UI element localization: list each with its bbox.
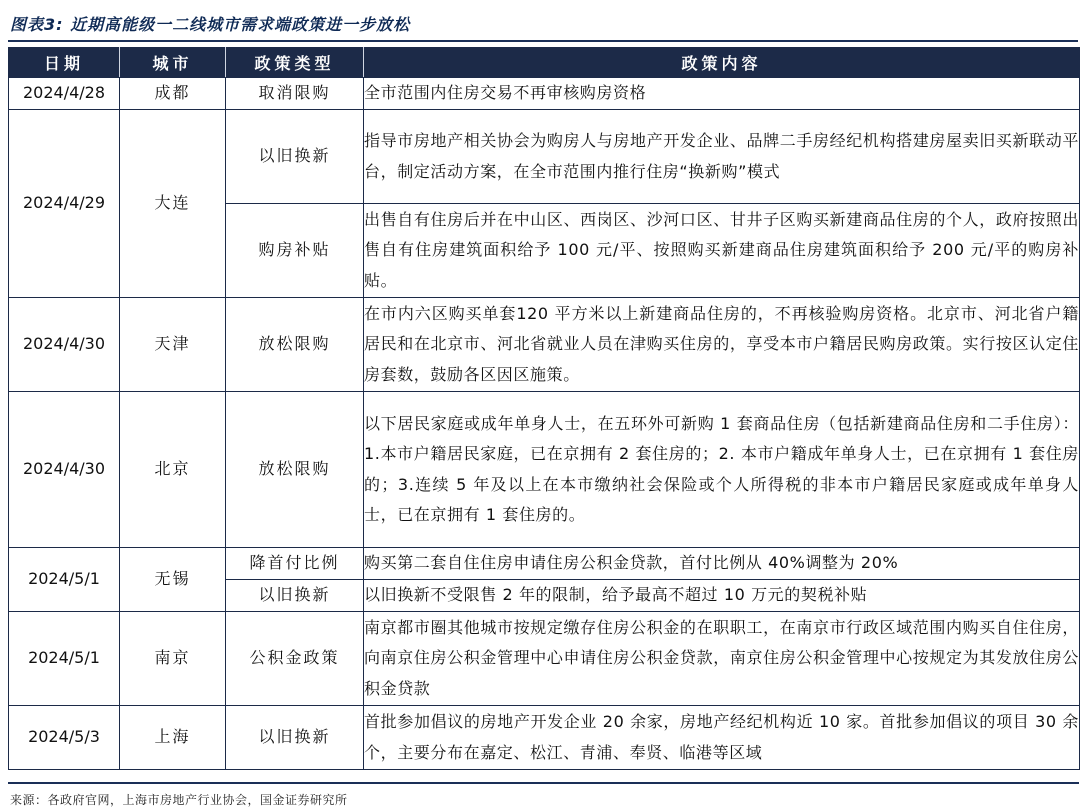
table-row — [9, 78, 1080, 110]
row-city: 成都 — [120, 78, 226, 110]
source-footer — [8, 782, 1079, 807]
row-policy-content: 首批参加倡议的房地产开发企业 20 余家，房地产经纪机构近 10 家。首批参加倡议的项目 30 余个，主要分布在嘉定、松江、青浦、奉贤、临港等区域 — [364, 706, 1080, 770]
row-policy-content: 南京都市圈其他城市按规定缴存住房公积金的在职职工，在南京市行政区域范围内购买自住住房，向南京住房公积金管理中心申请住房公积金贷款，南京住房公积金管理中心按规定为其发放住房公积金贷款 — [364, 612, 1080, 706]
row-date: 2024/4/30 — [9, 298, 120, 392]
header-date: 日期 — [9, 48, 120, 78]
header-city: 城市 — [120, 48, 226, 78]
row-date: 2024/5/3 — [9, 706, 120, 770]
figure-title: 图表3: 近期高能级一二线城市需求端政策进一步放松 — [10, 15, 411, 34]
row-date: 2024/4/29 — [9, 110, 120, 298]
row-policy-type: 购房补贴 — [226, 204, 364, 298]
row-date: 2024/5/1 — [9, 612, 120, 706]
table-row — [9, 548, 1080, 580]
row-policy-content: 全市范围内住房交易不再审核购房资格 — [364, 78, 1080, 110]
row-city: 北京 — [120, 392, 226, 548]
row-city: 南京 — [120, 612, 226, 706]
row-policy-content: 出售自有住房后并在中山区、西岗区、沙河口区、甘井子区购买新建商品住房的个人，政府按照出售自有住房建筑面积给予 100 元/平、按照购买新建商品住房建筑面积给予 200 元/平的购房补贴。 — [364, 204, 1080, 298]
policy-table — [8, 47, 1080, 770]
row-policy-type: 公积金政策 — [226, 612, 364, 706]
row-policy-type: 以旧换新 — [226, 706, 364, 770]
row-date: 2024/4/30 — [9, 392, 120, 548]
row-date: 2024/5/1 — [9, 548, 120, 612]
row-policy-type: 以旧换新 — [226, 110, 364, 204]
row-date: 2024/4/28 — [9, 78, 120, 110]
row-city: 大连 — [120, 110, 226, 298]
row-policy-content: 以旧换新不受限售 2 年的限制，给予最高不超过 10 万元的契税补贴 — [364, 580, 1080, 612]
row-policy-content: 指导市房地产相关协会为购房人与房地产开发企业、品牌二手房经纪机构搭建房屋卖旧买新联动平台，制定活动方案，在全市范围内推行住房“换新购”模式 — [364, 110, 1080, 204]
row-policy-type: 放松限购 — [226, 392, 364, 548]
header-policy-type: 政策类型 — [226, 48, 364, 78]
row-policy-type: 以旧换新 — [226, 580, 364, 612]
row-policy-type: 放松限购 — [226, 298, 364, 392]
row-city: 上海 — [120, 706, 226, 770]
row-policy-content: 购买第二套自住住房申请住房公积金贷款，首付比例从 40%调整为 20% — [364, 548, 1080, 580]
table-header-row — [9, 48, 1080, 78]
row-city: 无锡 — [120, 548, 226, 612]
source-note: 来源：各政府官网，上海市房地产行业协会，国金证券研究所 — [10, 793, 348, 807]
table-row — [9, 612, 1080, 706]
table-row — [9, 298, 1080, 392]
table-row — [9, 392, 1080, 548]
table-row — [9, 706, 1080, 770]
row-policy-type: 降首付比例 — [226, 548, 364, 580]
header-policy-content: 政策内容 — [364, 48, 1080, 78]
title-divider — [8, 40, 1078, 42]
row-policy-type: 取消限购 — [226, 78, 364, 110]
table-row — [9, 110, 1080, 204]
row-policy-content: 在市内六区购买单套120 平方米以上新建商品住房的，不再核验购房资格。北京市、河北省户籍居民和在北京市、河北省就业人员在津购买住房的，享受本市户籍居民购房政策。实行按区认定住房套数，鼓励各区因区施策。 — [364, 298, 1080, 392]
row-city: 天津 — [120, 298, 226, 392]
row-policy-content: 以下居民家庭或成年单身人士，在五环外可新购 1 套商品住房（包括新建商品住房和二手住房）：1.本市户籍居民家庭，已在京拥有 2 套住房的；2. 本市户籍成年单身人士，已在京拥有 1 套住房的；3.连续 5 年及以上在本市缴纳社会保险或个人所得税的非本市户籍居民家庭或成年单身人士，已在京拥有 1 套住房的。 — [364, 392, 1080, 548]
